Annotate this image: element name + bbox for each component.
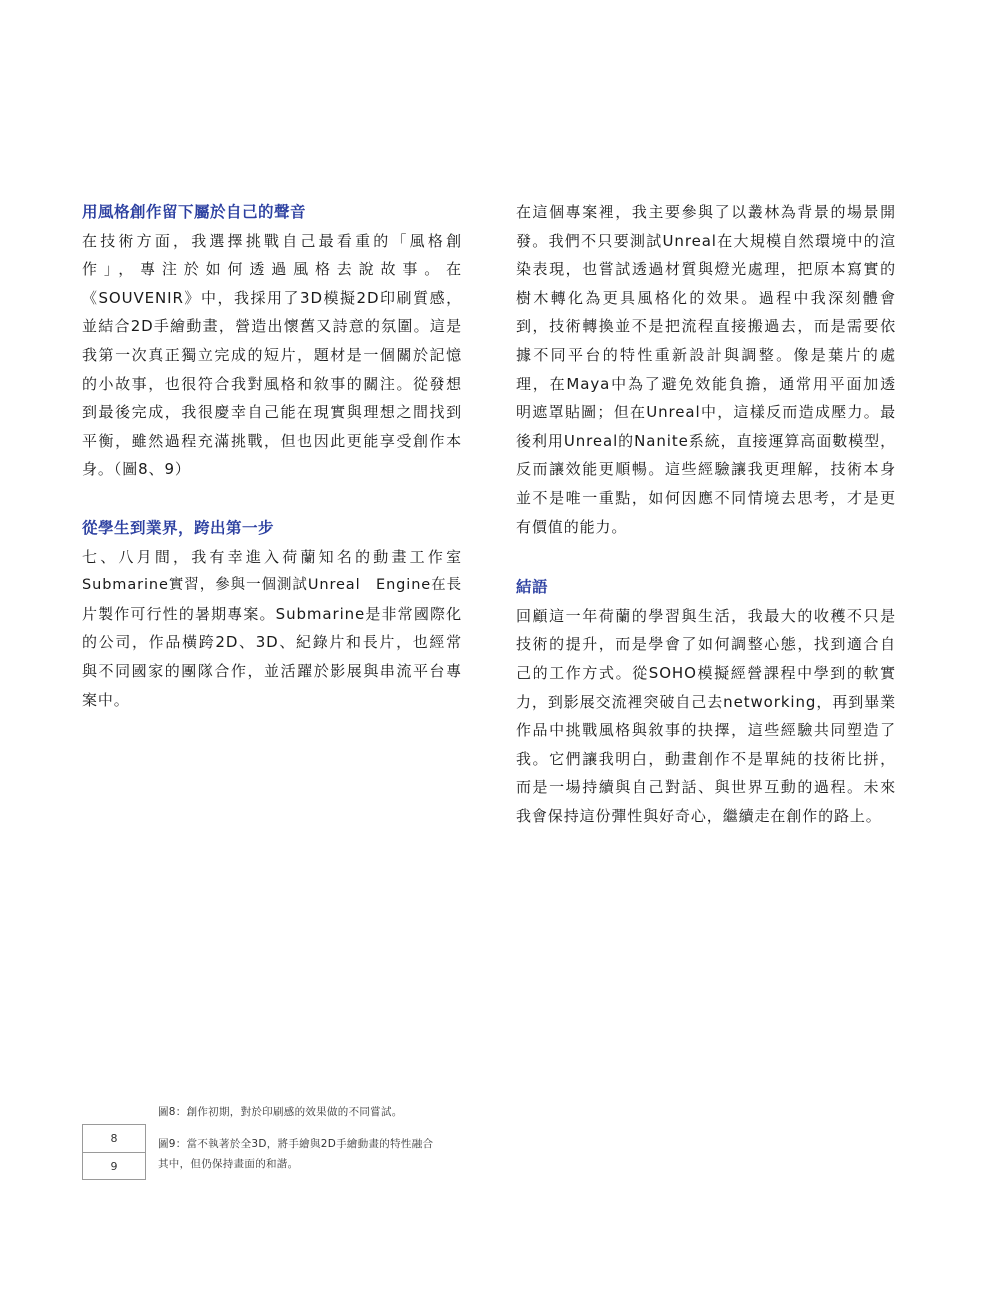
text-line: 《SOUVENIR》中，我採用了3D模擬2D印刷質感， bbox=[82, 288, 462, 307]
text-line: 力，到影展交流裡突破自己去networking，再到畢業 bbox=[516, 692, 896, 711]
paragraph-industry bbox=[82, 543, 462, 715]
text-line: 我會保持這份彈性與好奇心，繼續走在創作的路上。 bbox=[516, 806, 882, 825]
text-line: 我第一次真正獨立完成的短片，題材是一個關於記憶 bbox=[82, 345, 462, 364]
text-line: 的小故事，也很符合我對風格和敘事的關注。從發想 bbox=[82, 374, 462, 393]
text-line: 發。我們不只要測試Unreal在大規模自然環境中的渲 bbox=[516, 231, 896, 250]
text-line: 的公司，作品橫跨2D、3D、紀錄片和長片，也經常 bbox=[82, 633, 462, 652]
text-line: 到最後完成，我很慶幸自己能在現實與理想之間找到 bbox=[82, 403, 462, 422]
section-heading-style: 用風格創作留下屬於自己的聲音 bbox=[82, 203, 307, 221]
figure-number-box bbox=[82, 1124, 146, 1180]
text-line: 明遮罩貼圖；但在Unreal中，這樣反而造成壓力。最 bbox=[516, 403, 896, 422]
text-line: 理，在Maya中為了避免效能負擔，通常用平面加透 bbox=[516, 374, 896, 393]
text-line: 有價值的能力。 bbox=[516, 517, 628, 536]
section-spacer bbox=[82, 484, 462, 514]
text-line: 與不同國家的團隊合作，並活躍於影展與串流平台專 bbox=[82, 661, 462, 680]
text-line: 並不是唯一重點，如何因應不同情境去思考，才是更 bbox=[516, 488, 896, 507]
text-line: 我。它們讓我明白，動畫創作不是單純的技術比拼， bbox=[516, 749, 896, 768]
text-line: 己的工作方式。從SOHO模擬經營課程中學到的軟實 bbox=[516, 663, 896, 682]
text-line: 片製作可行性的暑期專案。Submarine是非常國際化 bbox=[82, 604, 462, 623]
figure-captions bbox=[158, 1102, 478, 1174]
section-heading-conclusion: 結語 bbox=[516, 578, 549, 597]
text-line: 案中。 bbox=[82, 690, 130, 709]
left-column bbox=[82, 198, 462, 714]
caption-figure-9-line: 圖9：當不執著於全3D，將手繪與2D手繪動畫的特性融合 bbox=[158, 1138, 434, 1150]
text-line: 作」，專注於如何透過風格去說故事。在 bbox=[82, 260, 462, 279]
text-line: 在技術方面，我選擇挑戰自己最看重的「風格創 bbox=[82, 231, 462, 250]
right-column bbox=[516, 198, 896, 830]
caption-figure-9-line: 其中，但仍保持畫面的和諧。 bbox=[158, 1158, 299, 1170]
text-line: 作品中挑戰風格與敘事的抉擇，這些經驗共同塑造了 bbox=[516, 721, 896, 740]
paragraph-style bbox=[82, 227, 462, 484]
text-line: 據不同平台的特性重新設計與調整。像是葉片的處 bbox=[516, 345, 896, 364]
text-line: 後利用Unreal的Nanite系統，直接運算高面數模型， bbox=[516, 431, 896, 450]
text-line: 回顧這一年荷蘭的學習與生活，我最大的收穫不只是 bbox=[516, 606, 896, 625]
text-line: 七、八月間，我有幸進入荷蘭知名的動畫工作室 bbox=[82, 547, 462, 566]
text-line: 技術的提升，而是學會了如何調整心態，找到適合自 bbox=[516, 635, 896, 654]
figure-number-9: 9 bbox=[110, 1160, 118, 1173]
section-heading-industry: 從學生到業界，跨出第一步 bbox=[82, 518, 275, 537]
text-line: 而是一場持續與自己對話、與世界互動的過程。未來 bbox=[516, 778, 896, 797]
caption-figure-8: 圖8：創作初期，對於印刷感的效果做的不同嘗試。 bbox=[158, 1106, 403, 1118]
text-line: 並結合2D手繪動畫，營造出懷舊又詩意的氛圍。這是 bbox=[82, 317, 462, 336]
text-line: Submarine實習，參與一個測試Unreal Engine在長 bbox=[82, 577, 462, 594]
figure-number-8: 8 bbox=[83, 1125, 145, 1153]
text-line: 樹木轉化為更具風格化的效果。過程中我深刻體會 bbox=[516, 288, 896, 307]
text-line: 染表現，也嘗試透過材質與燈光處理，把原本寫實的 bbox=[516, 260, 896, 279]
text-line: 平衡，雖然過程充滿挑戰，但也因此更能享受創作本 bbox=[82, 431, 462, 450]
paragraph-project bbox=[516, 198, 896, 541]
caption-spacer bbox=[158, 1122, 478, 1134]
section-spacer bbox=[516, 541, 896, 573]
paragraph-conclusion bbox=[516, 602, 896, 831]
text-line: 反而讓效能更順暢。這些經驗讓我更理解，技術本身 bbox=[516, 460, 896, 479]
text-line: 到，技術轉換並不是把流程直接搬過去，而是需要依 bbox=[516, 317, 896, 336]
text-line: 身。（圖8、9） bbox=[82, 460, 191, 479]
text-line: 在這個專案裡，我主要參與了以叢林為背景的場景開 bbox=[516, 203, 896, 221]
